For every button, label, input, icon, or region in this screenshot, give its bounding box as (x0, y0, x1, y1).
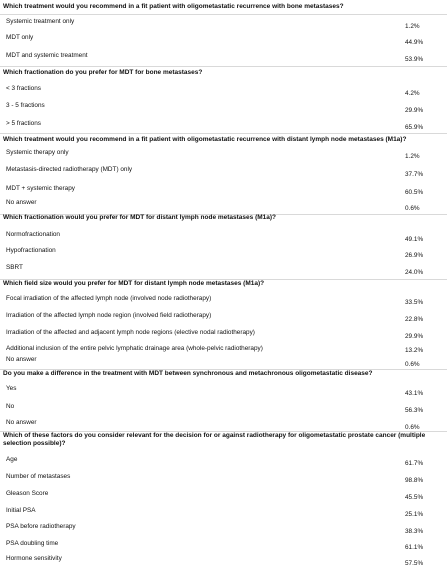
answer-label: No answer (6, 419, 37, 426)
answer-value: 25.1% (405, 511, 424, 518)
answer-label: SBRT (6, 264, 23, 271)
answer-row (0, 457, 447, 469)
answer-value: 13.2% (405, 347, 424, 354)
answer-label: Systemic therapy only (6, 149, 69, 156)
answer-value: 53.9% (405, 56, 424, 63)
answer-value: 45.5% (405, 494, 424, 501)
answer-label: > 5 fractions (6, 120, 41, 127)
answer-row (0, 524, 447, 536)
answer-value: 49.1% (405, 236, 424, 243)
answer-row (0, 103, 447, 115)
answer-row (0, 167, 447, 179)
answer-value: 29.9% (405, 107, 424, 114)
answer-row (0, 404, 447, 416)
answer-row (0, 541, 447, 553)
answer-label: Irradiation of the affected and adjacent lymph node regions (elective nodal radiotherapy) (6, 329, 255, 336)
answer-row (0, 330, 447, 342)
answer-row (0, 491, 447, 503)
answer-value: 38.3% (405, 528, 424, 535)
answer-value: 98.8% (405, 477, 424, 484)
answer-label: Additional inclusion of the entire pelvic lymphatic drainage area (whole-pelvic radiotherapy) (6, 345, 263, 352)
answer-label: No answer (6, 199, 37, 206)
answer-label: Number of metastases (6, 473, 71, 480)
question-heading: Which fractionation do you prefer for MDT for bone metastases? (3, 69, 203, 76)
row-divider (0, 14, 447, 15)
answer-label: Gleason Score (6, 490, 49, 497)
answer-label: No answer (6, 356, 37, 363)
answer-row (0, 53, 447, 65)
answer-label: Hormone sensitivity (6, 555, 62, 562)
answer-value: 57.5% (405, 560, 424, 567)
answer-value: 0.6% (405, 361, 420, 368)
answer-value: 29.9% (405, 333, 424, 340)
answer-label: < 3 fractions (6, 85, 41, 92)
answer-label: 3 - 5 fractions (6, 102, 45, 109)
answer-value: 44.9% (405, 39, 424, 46)
answer-value: 24.0% (405, 269, 424, 276)
answer-value: 56.3% (405, 407, 424, 414)
question-heading: Which treatment would you recommend in a fit patient with oligometastatic recurrence with distant lymph node metastases (M1a)? (3, 136, 407, 143)
answer-label: Focal irradiation of the affected lymph node (involved node radiotherapy) (6, 295, 212, 302)
answer-label: No (6, 403, 15, 410)
answer-value: 43.1% (405, 390, 424, 397)
answer-value: 26.9% (405, 252, 424, 259)
answer-row (0, 296, 447, 308)
answer-value: 61.1% (405, 544, 424, 551)
answer-value: 1.2% (405, 23, 420, 30)
answer-value: 0.6% (405, 424, 420, 431)
answer-row (0, 386, 447, 398)
answer-label: MDT + systemic therapy (6, 185, 75, 192)
answer-row (0, 556, 447, 568)
answer-label: Age (6, 456, 18, 463)
question-heading: Which fractionation would you prefer for MDT for distant lymph node metastases (M1a)? (3, 214, 277, 221)
answer-value: 61.7% (405, 460, 424, 467)
answer-label: Irradiation of the affected lymph node region (involved field radiotherapy) (6, 312, 212, 319)
row-divider (0, 66, 447, 67)
answer-value: 22.8% (405, 316, 424, 323)
answer-label: MDT and systemic treatment (6, 52, 88, 59)
question-heading: Which treatment would you recommend in a fit patient with oligometastatic recurrence with bone metastases? (3, 3, 344, 10)
answer-row (0, 248, 447, 260)
answer-label: Hypofractionation (6, 247, 56, 254)
answer-value: 60.5% (405, 189, 424, 196)
answer-value: 37.7% (405, 171, 424, 178)
question-heading: Do you make a difference in the treatment with MDT between synchronous and metachronous oligometastatic disease? (3, 370, 373, 377)
answer-row (0, 19, 447, 31)
answer-row (0, 357, 447, 369)
answer-label: Yes (6, 385, 17, 392)
answer-label: Normofractionation (6, 231, 60, 238)
answer-row (0, 121, 447, 133)
answer-row (0, 265, 447, 277)
answer-value: 33.5% (405, 299, 424, 306)
answer-row (0, 150, 447, 162)
answer-row (0, 200, 447, 212)
answer-value: 0.6% (405, 205, 420, 212)
answer-label: Initial PSA (6, 507, 36, 514)
answer-label: MDT only (6, 34, 34, 41)
answer-row (0, 508, 447, 520)
row-divider (0, 133, 447, 134)
answer-row (0, 186, 447, 198)
answer-value: 4.2% (405, 90, 420, 97)
answer-row (0, 313, 447, 325)
answer-row (0, 86, 447, 98)
answer-label: Systemic treatment only (6, 18, 75, 25)
answer-row (0, 35, 447, 47)
answer-label: Metastasis-directed radiotherapy (MDT) only (6, 166, 133, 173)
answer-label: PSA doubling time (6, 540, 59, 547)
answer-row (0, 474, 447, 486)
answer-label: PSA before radiotherapy (6, 523, 76, 530)
answer-row (0, 232, 447, 244)
answer-value: 1.2% (405, 153, 420, 160)
question-heading: Which of these factors do you consider relevant for the decision for or against radiotherapy for oligometastatic prostate cancer (multiple selection possible)? (3, 432, 426, 448)
question-heading: Which field size would you prefer for MDT for distant lymph node metastases (M1a)? (3, 280, 265, 287)
answer-value: 65.9% (405, 124, 424, 131)
